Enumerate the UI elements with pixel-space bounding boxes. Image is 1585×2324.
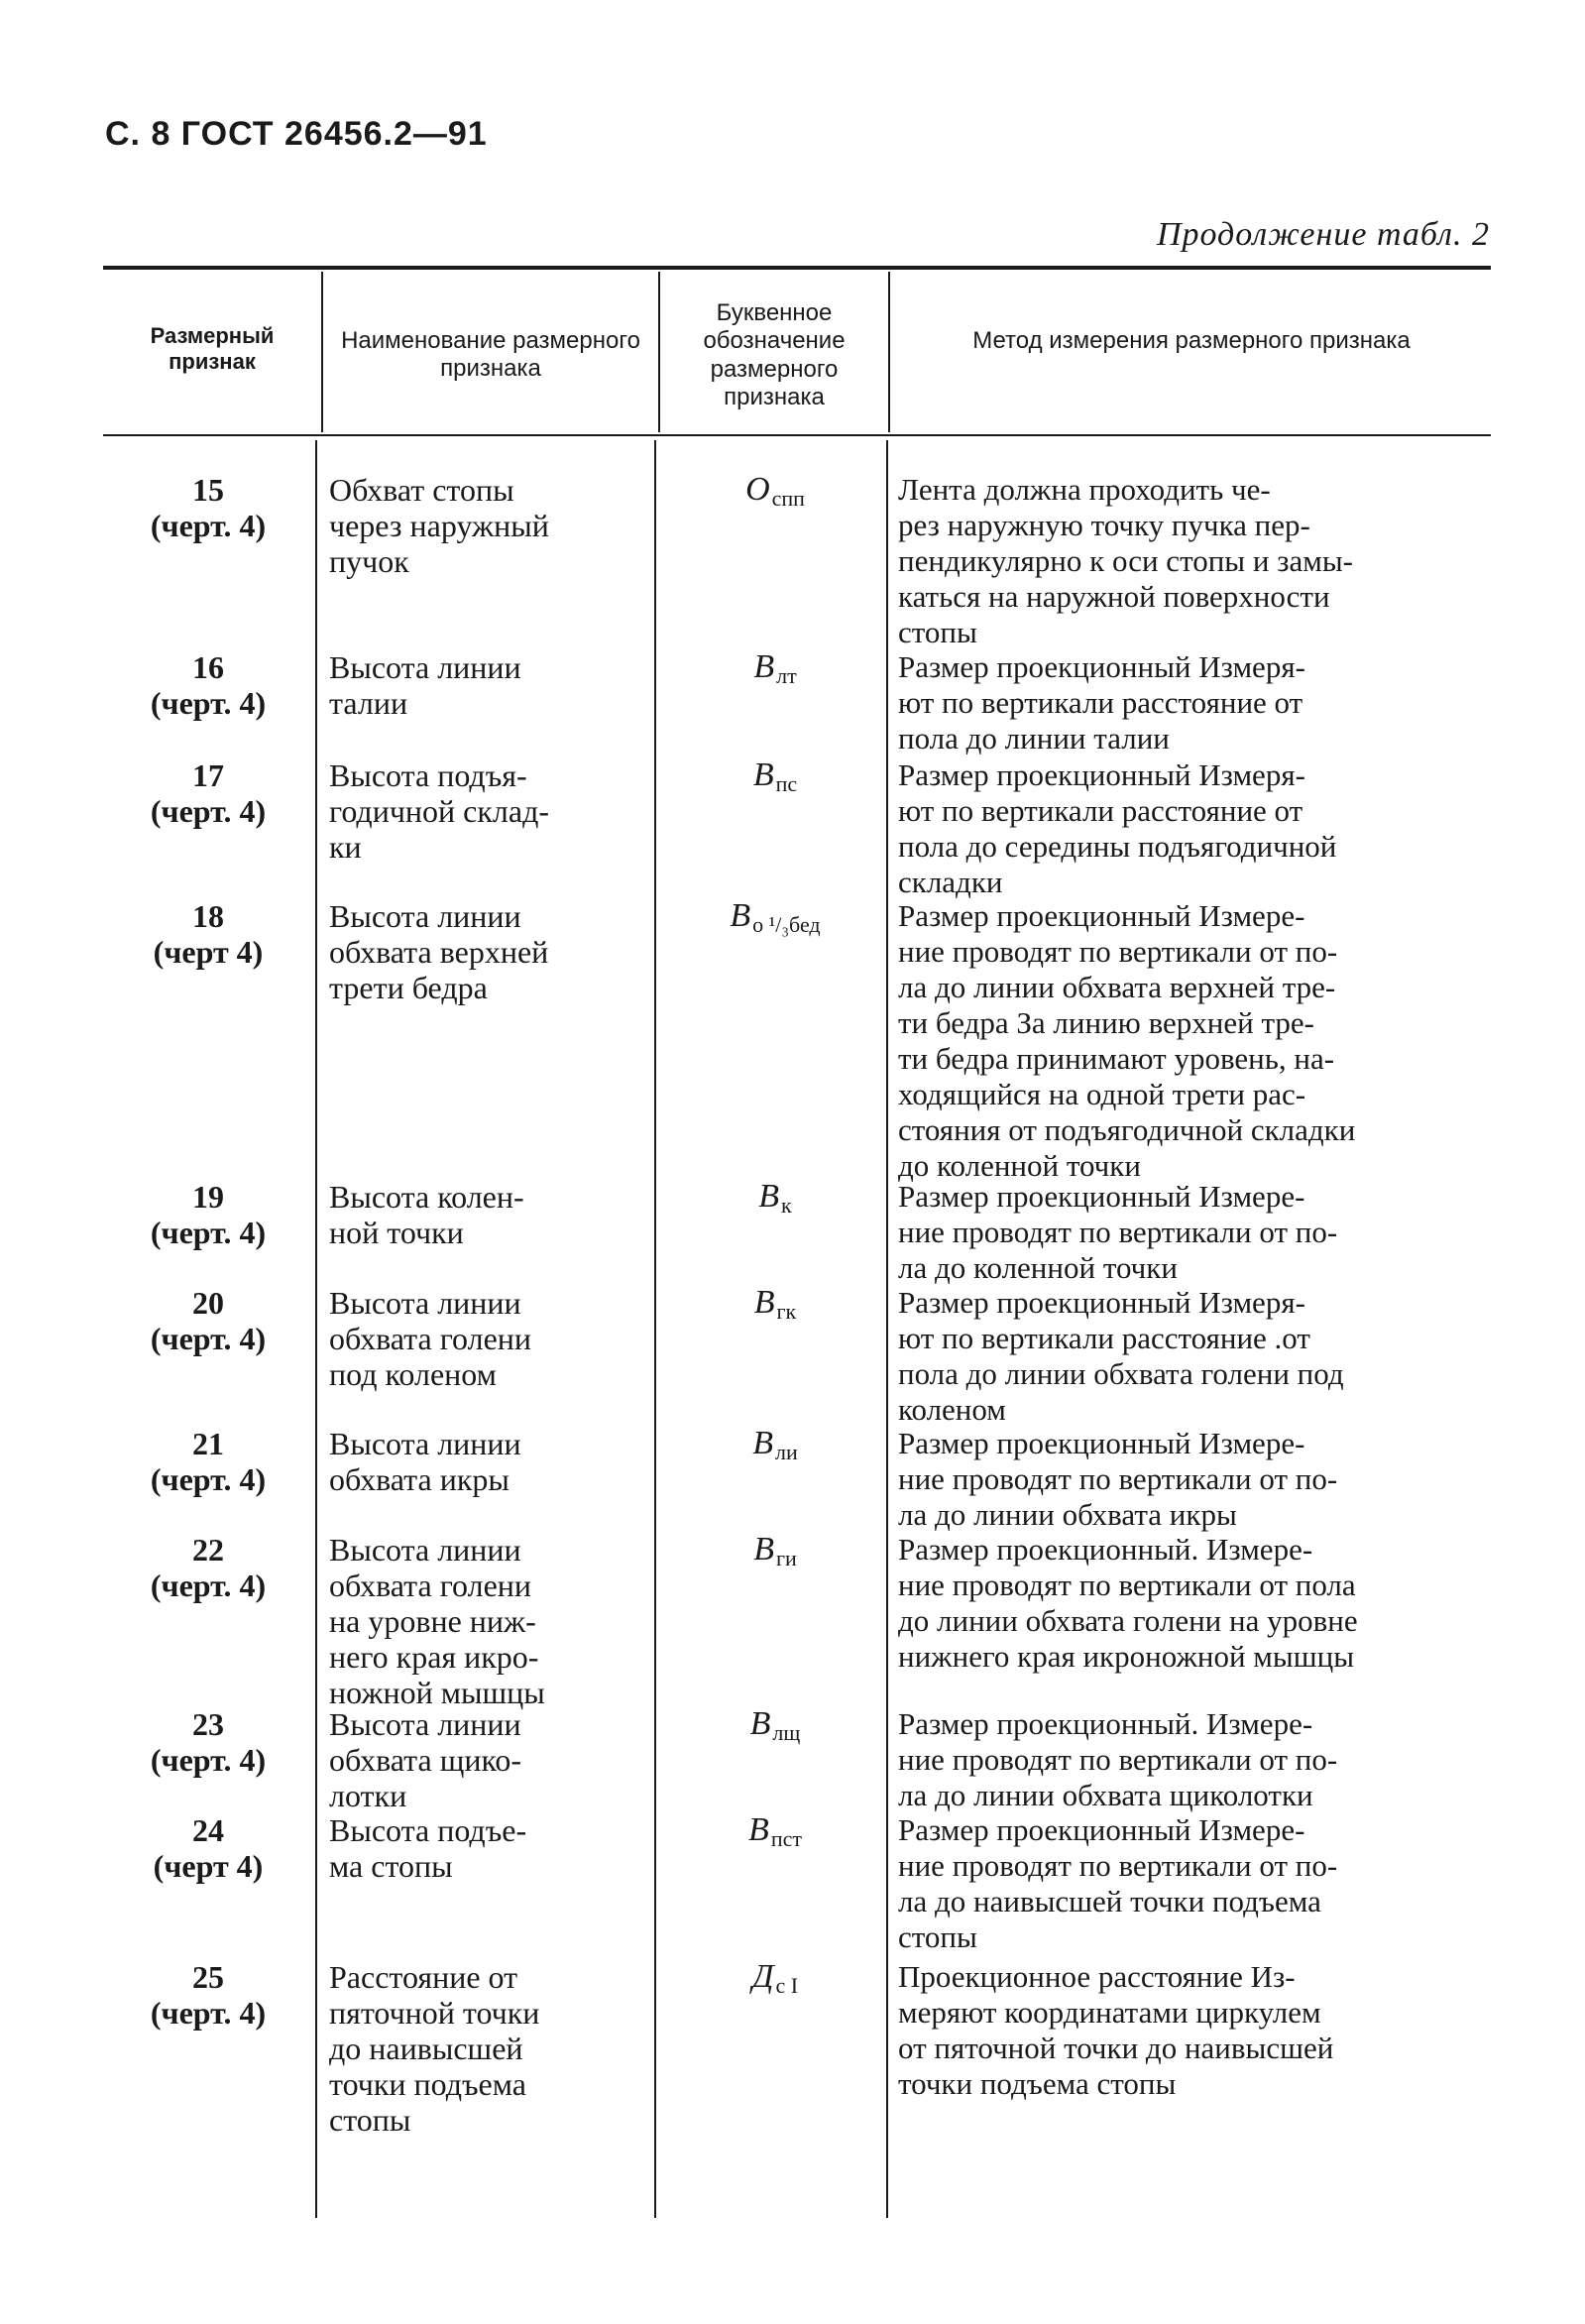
feature-name: Высота линии обхвата щико- лотки xyxy=(329,1706,522,1813)
row-number: 19 xyxy=(192,1179,224,1215)
table-header-rule xyxy=(103,434,1491,436)
column-divider xyxy=(654,440,656,2218)
feature-symbol xyxy=(666,898,884,943)
drawing-reference: (черт. 4) xyxy=(150,1742,267,1778)
column-divider xyxy=(315,440,317,2218)
feature-symbol xyxy=(666,1532,884,1576)
feature-symbol xyxy=(666,757,884,802)
measurement-method: Размер проекционный Измере- ние проводят по вертикали от по- ла до линии обхвата икры xyxy=(898,1426,1338,1532)
symbol-subscript: пс xyxy=(775,771,798,796)
symbol-letter: В xyxy=(749,1705,771,1742)
drawing-reference: (черт. 4) xyxy=(150,1995,267,2031)
drawing-reference: (черт. 4) xyxy=(150,1568,267,1603)
feature-symbol xyxy=(666,1285,884,1330)
feature-number xyxy=(109,1959,307,2031)
column-divider xyxy=(321,272,323,432)
feature-name: Высота подъя- годичной склад- ки xyxy=(329,757,550,865)
symbol-subscript: о ¹/₃бед xyxy=(752,912,821,937)
drawing-reference: (черт. 4) xyxy=(150,508,267,543)
feature-symbol xyxy=(666,1426,884,1470)
feature-name: Высота линии талии xyxy=(329,649,521,721)
symbol-subscript: пст xyxy=(770,1826,802,1851)
row-number: 25 xyxy=(192,1959,224,1995)
symbol-letter: В xyxy=(752,1425,773,1461)
row-number: 23 xyxy=(192,1706,224,1742)
feature-symbol xyxy=(666,1179,884,1223)
row-number: 16 xyxy=(192,649,224,685)
symbol-letter: Д xyxy=(751,1958,774,1995)
feature-symbol xyxy=(666,1706,884,1751)
row-number: 15 xyxy=(192,472,224,508)
symbol-subscript: лщ xyxy=(772,1720,801,1745)
feature-number xyxy=(109,1532,307,1603)
symbol-letter: В xyxy=(748,1811,769,1848)
feature-name: Высота колен- ной точки xyxy=(329,1179,524,1250)
feature-number xyxy=(109,757,307,829)
feature-symbol xyxy=(666,649,884,694)
feature-number xyxy=(109,472,307,543)
column-divider xyxy=(658,272,660,432)
feature-number xyxy=(109,1706,307,1778)
feature-name: Расстояние от пяточной точки до наивысшей точки подъема стопы xyxy=(329,1959,540,2138)
column-header-symbol: Буквенное обозначение размерного признака xyxy=(703,299,846,410)
feature-number xyxy=(109,1179,307,1250)
drawing-reference: (черт. 4) xyxy=(150,685,267,721)
drawing-reference: (черт 4) xyxy=(153,934,264,970)
feature-number xyxy=(109,649,307,721)
column-header-feature: Размерный признак xyxy=(150,323,275,374)
page-header: С. 8 ГОСТ 26456.2—91 xyxy=(105,115,488,153)
symbol-subscript: лт xyxy=(776,663,797,688)
drawing-reference: (черт. 4) xyxy=(150,1461,267,1497)
row-number: 18 xyxy=(192,898,224,934)
table-continuation-label: Продолжение табл. 2 xyxy=(1156,216,1490,253)
feature-number xyxy=(109,1285,307,1356)
feature-name: Высота линии обхвата верхней трети бедра xyxy=(329,898,549,1005)
measurement-method: Размер проекционный. Измере- ние проводят по вертикали от пола до линии обхвата голени на уровне нижнего края икроножной мышцы xyxy=(898,1532,1358,1674)
table-top-rule xyxy=(103,266,1491,270)
feature-symbol xyxy=(666,1959,884,2004)
symbol-subscript: ги xyxy=(775,1546,797,1570)
symbol-letter: В xyxy=(758,1178,780,1215)
row-number: 24 xyxy=(192,1812,224,1848)
measurement-method: Размер проекционный Измеря- ют по вертикали расстояние .от пола до линии обхвата голени под коленом xyxy=(898,1285,1344,1427)
feature-symbol xyxy=(666,1812,884,1857)
column-header-name: Наименование размерного признака xyxy=(341,327,640,383)
symbol-subscript: к xyxy=(781,1193,792,1218)
symbol-letter: В xyxy=(753,1531,774,1568)
feature-number xyxy=(109,1812,307,1884)
symbol-letter: О xyxy=(745,471,770,508)
measurement-method: Лента должна проходить че- рез наружную точку пучка пер- пендикулярно к оси стопы и замы- каться на наружной поверхности стопы xyxy=(898,472,1353,649)
symbol-subscript: гк xyxy=(776,1299,797,1324)
measurement-method: Размер проекционный Измере- ние проводят по вертикали от по- ла до линии обхвата верхней тре- ти бедра За линию верхней тре- ти бедра принимают уровень, на- ходящийся на одной трети рас- стояния от подъягодичной складки до коленной точки xyxy=(898,898,1356,1183)
symbol-letter: В xyxy=(730,897,751,934)
column-divider xyxy=(886,440,888,2218)
symbol-letter: В xyxy=(752,756,774,793)
row-number: 20 xyxy=(192,1285,224,1321)
measurement-method: Размер проекционный Измеря- ют по вертикали расстояние от пола до линии талии xyxy=(898,649,1305,755)
feature-name: Высота подъе- ма стопы xyxy=(329,1812,527,1884)
feature-name: Высота линии обхвата голени под коленом xyxy=(329,1285,532,1392)
symbol-subscript: спп xyxy=(771,486,805,511)
symbol-subscript: ли xyxy=(775,1440,798,1464)
measurement-method: Размер проекционный Измеря- ют по вертикали расстояние от пола до середины подъягодичной складки xyxy=(898,757,1337,899)
feature-name: Высота линии обхвата икры xyxy=(329,1426,521,1497)
feature-symbol xyxy=(666,472,884,517)
measurement-method: Размер проекционный Измере- ние проводят по вертикали от по- ла до наивысшей точки подъема стопы xyxy=(898,1812,1338,1954)
feature-number xyxy=(109,1426,307,1497)
drawing-reference: (черт. 4) xyxy=(150,1215,267,1250)
feature-name: Обхват стопы через наружный пучок xyxy=(329,472,549,579)
measurement-method: Проекционное расстояние Из- меряют координатами циркулем от пяточной точки до наивысшей точки подъема стопы xyxy=(898,1959,1334,2101)
symbol-letter: В xyxy=(753,648,775,685)
column-divider xyxy=(888,272,890,432)
row-number: 22 xyxy=(192,1532,224,1568)
symbol-letter: В xyxy=(753,1284,775,1321)
feature-number xyxy=(109,898,307,970)
column-header-method: Метод измерения размерного признака xyxy=(972,327,1411,354)
drawing-reference: (черт. 4) xyxy=(150,793,267,829)
drawing-reference: (черт 4) xyxy=(153,1848,264,1884)
symbol-subscript: с I xyxy=(775,1973,799,1998)
row-number: 21 xyxy=(192,1426,224,1461)
measurement-method: Размер проекционный Измере- ние проводят по вертикали от по- ла до коленной точки xyxy=(898,1179,1338,1285)
feature-name: Высота линии обхвата голени на уровне ниж- него края икро- ножной мышцы xyxy=(329,1532,545,1710)
row-number: 17 xyxy=(192,757,224,793)
measurement-method: Размер проекционный. Измере- ние проводят по вертикали от по- ла до линии обхвата щиколотки xyxy=(898,1706,1338,1812)
drawing-reference: (черт. 4) xyxy=(150,1321,267,1356)
